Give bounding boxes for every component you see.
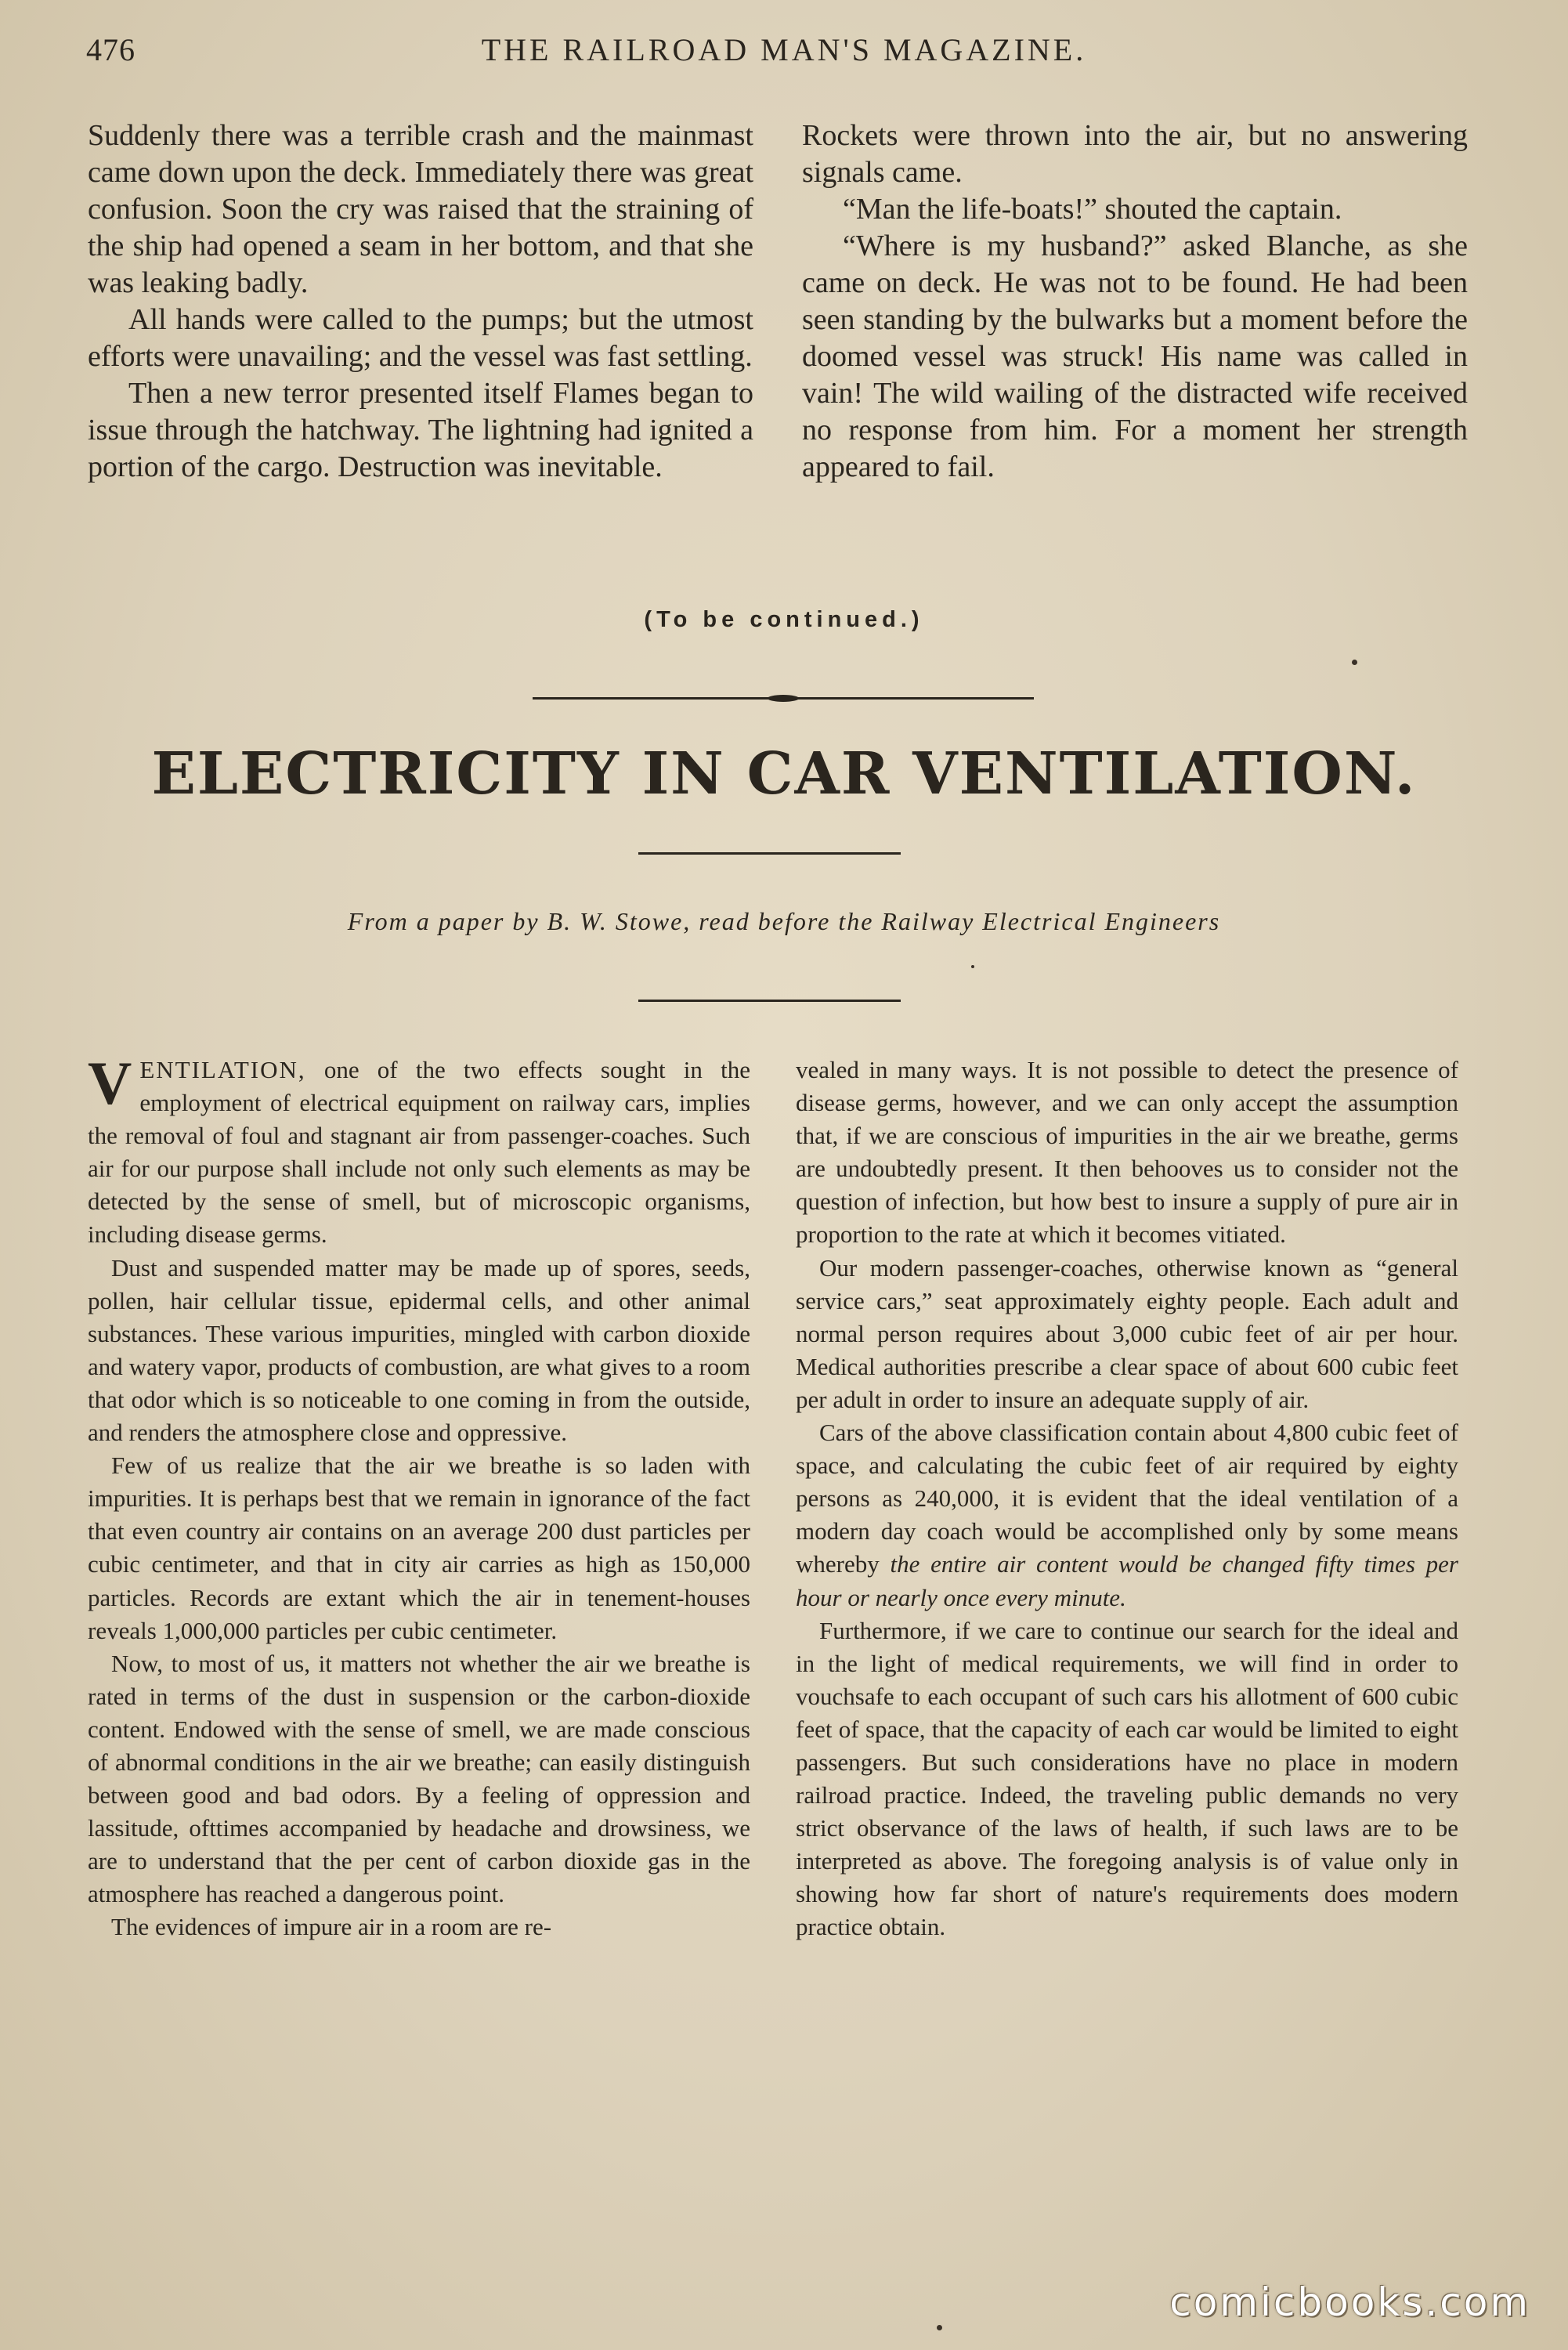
cars-text: Cars of the above classification contain about 4,800 cubic feet of space, and calculating the cubic feet of air required by eighty persons as 240,000, it is evident that the ideal ventilation of a modern day coach would be accomplished only by some means whereby — [796, 1419, 1458, 1578]
story-paragraph: All hands were called to the pumps; but the utmost efforts were unavailing; and the vessel was fast settling. — [88, 303, 753, 373]
paper-speck — [971, 965, 974, 968]
story-continuation — [88, 118, 1468, 603]
headline-rule — [638, 852, 901, 855]
article-paragraph: Now, to most of us, it matters not whether the air we breathe is rated in terms of the dust in suspension or the carbon-dioxide content. Endowed with the sense of smell, we are made conscious of abnormal conditions in the air we breathe; can easily distinguish between good and bad odors. By a feeling of oppression and lassitude, ofttimes accompanied by headache and drowsiness, we are to understand that the per cent of carbon dioxide gas in the atmosphere has reached a dangerous point. — [88, 1649, 750, 1908]
story-paragraph: Then a new terror presented itself Flames began to issue through the hatchway. The lightning had ignited a portion of the cargo. Destruction was inevitable. — [88, 377, 753, 483]
article-headline: ELECTRICITY IN CAR VENTILATION. — [151, 740, 1417, 808]
story-paragraph: “Where is my husband?” asked Blanche, as she came on deck. He was not to be found. He had been seen standing by the bulwarks but a moment before the doomed vessel was struck! His name was called in vain! The wild wailing of the distracted wife received no response from him. For a moment her strength appeared to fail. — [802, 230, 1468, 483]
story-column-left — [88, 118, 753, 486]
article-paragraph: vealed in many ways. It is not possible to detect the presence of disease germs, however, and we can only accept the assumption that, if we are conscious of impurities in the air we breathe, germs are undoubtedly present. It then behooves us to consider not the question of infection, but how best to insure a supply of pure air in proportion to the rate at which it becomes vitiated. — [796, 1056, 1458, 1249]
magazine-title: THE RAILROAD MAN'S MAGAZINE. — [481, 32, 1087, 67]
emphasis-text: the entire air content would be changed fifty times per hour or nearly once every minute. — [796, 1550, 1458, 1611]
article-paragraph: Dust and suspended matter may be made up of spores, seeds, pollen, hair cellular tissue, epidermal cells, and other animal substances. These various impurities, mingled with carbon dioxide and watery vapor, products of combustion, are what gives to a room that odor which is so noticeable to one coming in from the outside, and renders the atmosphere close and oppressive. — [88, 1253, 750, 1447]
story-paragraph: Rockets were thrown into the air, but no answering signals came. — [802, 119, 1468, 189]
drop-cap: V — [88, 1049, 132, 1117]
story-paragraph: Suddenly there was a terrible crash and the mainmast came down upon the deck. Immediately there was great confusion. Soon the cry was raised that the straining of the ship had opened a seam in her bottom, and that she was leaking badly. — [88, 119, 753, 299]
opening-word: ENTILATION, — [139, 1056, 306, 1083]
paper-speck — [937, 2325, 942, 2330]
watermark: comicbooks.com — [1169, 2280, 1530, 2325]
page-number: 476 — [86, 32, 135, 67]
article-paragraph: Few of us realize that the air we breathe is so laden with impurities. It is perhaps best that we remain in ignorance of the fact that even country air contains on an average 200 dust particles per cubic centimeter, and that in city air carries as high as 150,000 particles. Records are extant which the air in tenement-houses reveals 1,000,000 particles per cubic centimeter. — [88, 1452, 750, 1644]
article-column-left — [88, 1049, 750, 1944]
article-paragraph — [796, 1416, 1458, 1614]
article-paragraph: Furthermore, if we care to continue our search for the ideal and in the light of medical requirements, we will find in order to vouchsafe to each occupant of such cars his allotment of 600 cubic feet of space, that the capacity of each car would be limited to eight passengers. But such considerations have no place in modern railroad practice. Indeed, the traveling public demands no very strict observance of the laws of health, if such laws are to be interpreted as above. The foregoing analysis is of value only in showing how far short of nature's requirements does modern practice obtain. — [796, 1616, 1458, 1941]
paper-speck — [1352, 660, 1357, 665]
running-head — [86, 31, 1482, 78]
article-paragraph — [88, 1049, 750, 1252]
article-column-right — [796, 1054, 1458, 1944]
article-body — [88, 1049, 1468, 2252]
article-paragraph: Our modern passenger-coaches, otherwise known as “general service cars,” seat approximately eighty people. Each adult and normal person requires about 3,000 cubic feet of air per hour. Medical authorities prescribe a clear space of about 600 cubic feet per adult in order to insure an adequate supply of air. — [796, 1253, 1458, 1413]
section-divider — [533, 697, 1034, 700]
article-paragraph: The evidences of impure air in a room are re- — [111, 1913, 552, 1941]
byline-rule — [638, 1000, 901, 1002]
story-paragraph: “Man the life-boats!” shouted the captain. — [843, 193, 1342, 226]
article-byline: From a paper by B. W. Stowe, read before the Railway Electrical Engineers — [347, 907, 1221, 935]
to-be-continued: (To be continued.) — [644, 607, 924, 632]
story-column-right — [802, 118, 1468, 486]
opening-text: one of the two effects sought in the employment of electrical equipment on railway cars, implies the removal of foul and stagnant air from passenger-coaches. Such air for our purpose shall include not only such elements as may be detected by the sense of smell, but of microscopic organisms, including disease germs. — [88, 1056, 750, 1249]
